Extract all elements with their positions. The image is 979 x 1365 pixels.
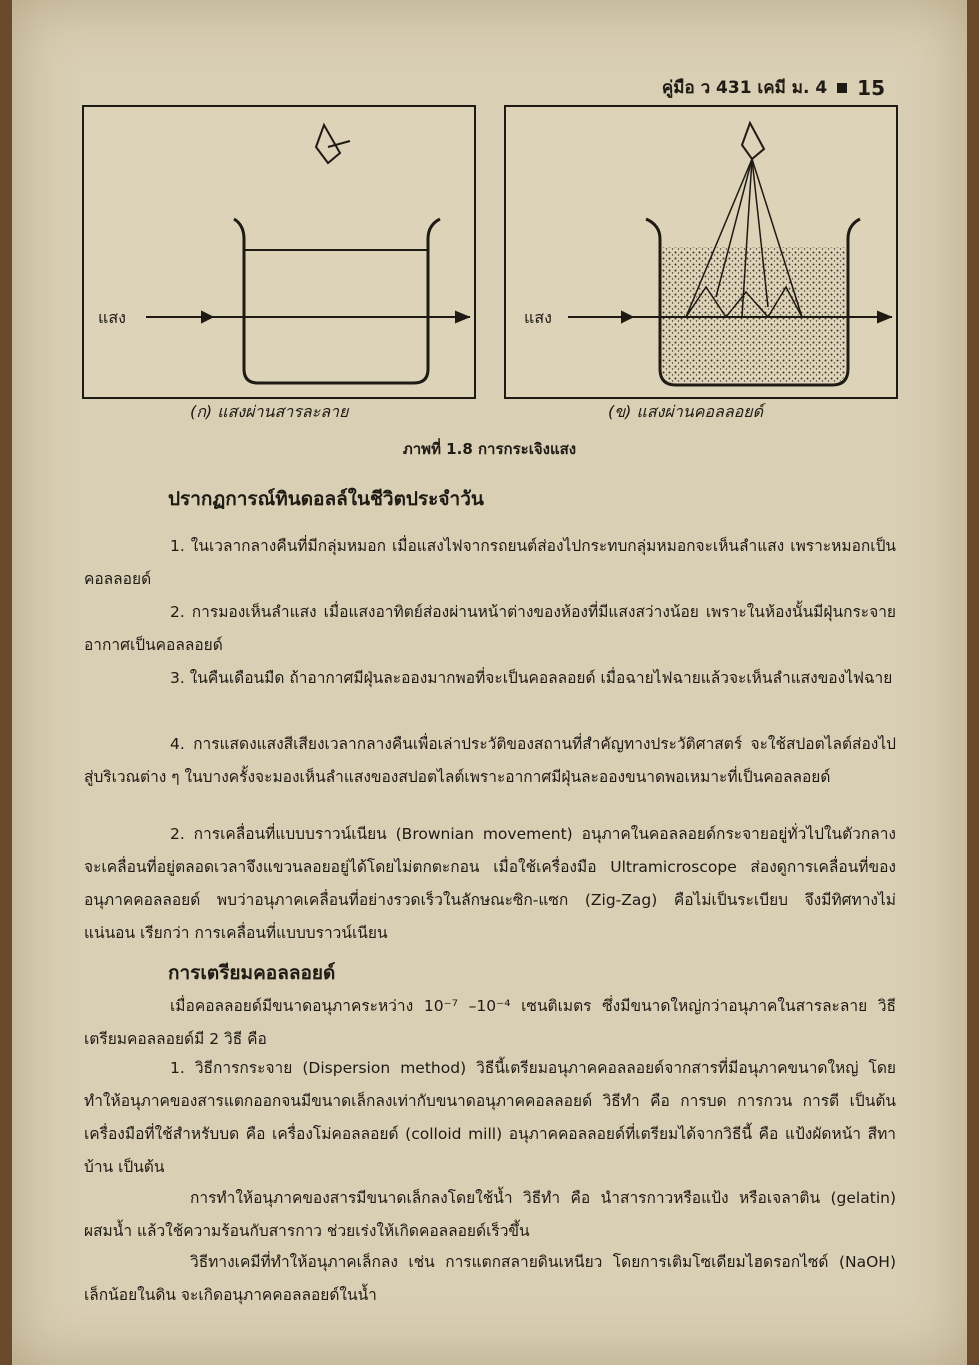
eye-icon [316, 125, 350, 163]
paragraph-chemical: วิธีทางเคมีที่ทำให้อนุภาคเล็กลง เช่น การแตกสลายดินเหนียว โดยการเติมโซเดียมไฮดรอกไซด์ (NaOH) เล็กน้อยในดิน จะเกิดอนุภาคคอลลอยด์ในน้ำ [84, 1253, 896, 1304]
page-number: 15 [857, 75, 885, 100]
light-label-right: แสง [524, 308, 552, 327]
list-item: 4. การแสดงแสงสีเสียงเวลากลางคืนเพื่อเล่าประวัติของสถานที่สำคัญทางประวัติศาสตร์ จะใช้สปอตไลต์ส่องไปสู่บริเวณต่าง ๆ ในบางครั้งจะมองเห็นลำแสงของสปอตไลต์เพราะอากาศมีฝุ่นละอองขนาดพอเหมาะที่เป็นคอลลอยด์ [84, 735, 896, 786]
list-item: 1. ในเวลากลางคืนที่มีกลุ่มหมอก เมื่อแสงไฟจากรถยนต์ส่องไปกระทบกลุ่มหมอกจะเห็นลำแสง เพราะหมอกเป็นคอลลอยด์ [84, 537, 896, 588]
paragraph-gelatin: การทำให้อนุภาคของสารมีขนาดเล็กลงโดยใช้น้ำ วิธีทำ คือ นำสารกาวหรือแป้ง หรือเจลาติน (gelatin) ผสมน้ำ แล้วใช้ความร้อนกับสารกาว ช่วยเร่งให้เกิดคอลลอยด์เร็วขึ้น [84, 1189, 896, 1240]
light-label-left: แสง [98, 308, 126, 327]
figure-title: ภาพที่ 1.8 การกระเจิงแสง [402, 440, 577, 458]
paragraph-intro: เมื่อคอลลอยด์มีขนาดอนุภาคระหว่าง 10⁻⁷ –10⁻⁴ เซนติเมตร ซึ่งมีขนาดใหญ่กว่าอนุภาคในสารละลาย วิธีเตรียมคอลลอยด์มี 2 วิธี คือ [84, 997, 896, 1048]
caption-colloid: (ข) แสงผ่านคอลลอยด์ [608, 402, 763, 421]
section-heading-preparation: การเตรียมคอลลอยด์ [168, 962, 336, 984]
light-ray [146, 312, 470, 322]
square-bullet-icon [837, 83, 847, 93]
section-heading-tyndall: ปรากฏการณ์ทินดอลล์ในชีวิตประจำวัน [168, 488, 484, 510]
page-header [662, 74, 885, 101]
list-item: 2. การมองเห็นลำแสง เมื่อแสงอาทิตย์ส่องผ่านหน้าต่างของห้องที่มีแสงสว่างน้อย เพราะในห้องนั้นมีฝุ่นกระจายอากาศเป็นคอลลอยด์ [84, 603, 896, 654]
figure-colloid [504, 105, 898, 399]
paragraph-method1: 1. วิธีการกระจาย (Dispersion method) วิธีนี้เตรียมอนุภาคคอลลอยด์จากสารที่มีอนุภาคขนาดใหญ่ โดยทำให้อนุภาคของสารแตกออกจนมีขนาดเล็กลงเท่ากับขนาดอนุภาคคอลลอยด์ วิธีทำ คือ การบด การกวน การตี เป็นต้น เครื่องมือที่ใช้สำหรับบด คือ เครื่องโม่คอลลอยด์ (colloid mill) อนุภาคคอลลอยด์ที่เตรียมได้จากวิธีนี้ คือ แป้งผัดหน้า สีทาบ้าน เป็นต้น [84, 1059, 896, 1176]
book-title: คู่มือ ว 431 เคมี ม. 4 [661, 78, 828, 98]
figure-solution [82, 105, 476, 399]
list-item: 2. การเคลื่อนที่แบบบราวน์เนียน (Brownian movement) อนุภาคในคอลลอยด์กระจายอยู่ทั่วไปในตัวกลาง จะเคลื่อนที่อยู่ตลอดเวลาจึงแขวนลอยอยู่ได้โดยไม่ตกตะกอน เมื่อใช้เครื่องมือ Ultramicroscope ส่องดูการเคลื่อนที่ของอนุภาคคอลลอยด์ พบว่าอนุภาคเคลื่อนที่อย่างรวดเร็วในลักษณะซิก-แซก (Zig-Zag) คือไม่เป็นระเบียบ จึงมีทิศทางไม่แน่นอน เรียกว่า การเคลื่อนที่แบบบราวน์เนียน [84, 825, 896, 942]
list-item: 3. ในคืนเดือนมืด ถ้าอากาศมีฝุ่นละอองมากพอที่จะเป็นคอลลอยด์ เมื่อฉายไฟฉายแล้วจะเห็นลำแสงของไฟฉาย [170, 669, 893, 687]
beaker-outline [234, 219, 440, 383]
eye-icon [742, 123, 764, 159]
colloid-fill [662, 247, 846, 383]
book-page [12, 0, 967, 1365]
caption-solution: (ก) แสงผ่านสารละลาย [190, 402, 349, 421]
